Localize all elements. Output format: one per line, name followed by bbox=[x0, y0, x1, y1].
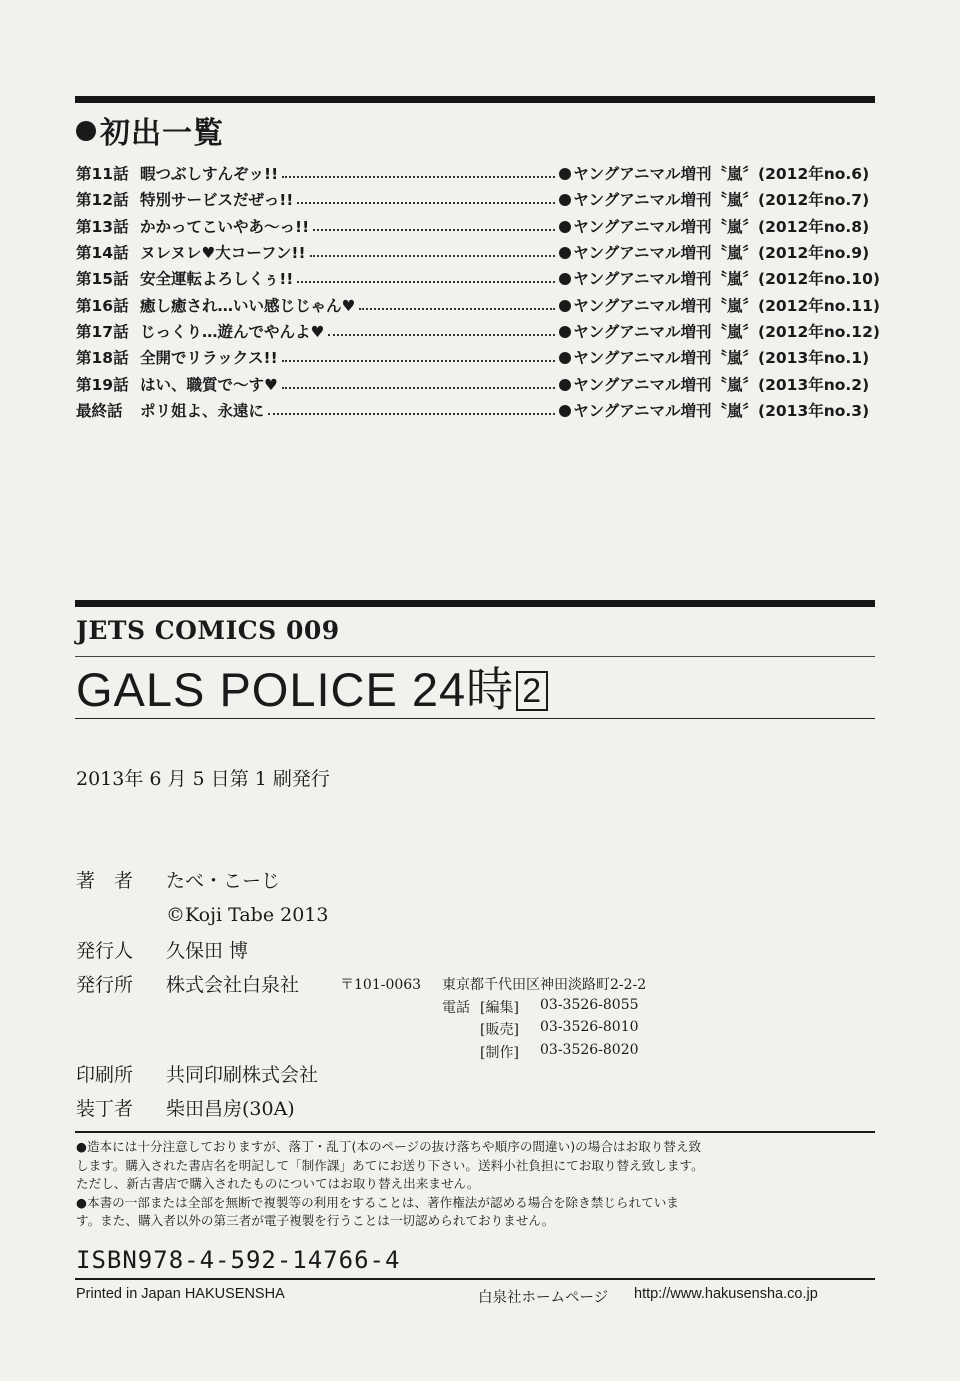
bullet-icon bbox=[559, 379, 571, 391]
magazine: ヤングアニマル増刊〝嵐〞 bbox=[559, 162, 758, 184]
episode-row bbox=[76, 265, 880, 291]
designer-label: 装丁者 bbox=[76, 1098, 134, 1120]
magazine: ヤングアニマル増刊〝嵐〞 bbox=[559, 215, 758, 237]
magazine: ヤングアニマル増刊〝嵐〞 bbox=[559, 399, 758, 421]
publisher-person-label: 発行人 bbox=[76, 940, 134, 962]
episode-number: 第15話 bbox=[76, 270, 129, 289]
episode-number: 第18話 bbox=[76, 349, 129, 368]
dot-leader bbox=[282, 168, 555, 178]
episode-row bbox=[76, 318, 880, 344]
bullet-icon bbox=[559, 194, 571, 206]
publisher-person-name: 久保田 博 bbox=[166, 940, 249, 962]
homepage-url[interactable]: http://www.hakusensha.co.jp bbox=[634, 1286, 818, 1302]
episode-row bbox=[76, 239, 876, 265]
top-rule bbox=[75, 96, 875, 103]
bullet-icon bbox=[559, 352, 571, 364]
episode-title: かかってこいやあ〜っ!! bbox=[140, 217, 310, 236]
magazine: ヤングアニマル増刊〝嵐〞 bbox=[559, 320, 758, 342]
episode-number: 最終話 bbox=[76, 401, 123, 420]
publisher-name: 株式会社白泉社 bbox=[166, 974, 300, 996]
issue: (2013年no.2) bbox=[758, 375, 870, 394]
note-line: ●造本には十分注意しておりますが、落丁・乱丁(本のページの抜け落ちや順序の間違い)の場合はお取り替え致 bbox=[76, 1139, 702, 1154]
printed-in: Printed in Japan HAKUSENSHA bbox=[76, 1286, 285, 1302]
issue: (2012年no.10) bbox=[758, 270, 880, 289]
volume-box: 2 bbox=[516, 671, 548, 711]
episode-number: 第17話 bbox=[76, 322, 129, 341]
notes-block bbox=[76, 1138, 876, 1231]
phone-number: 03-3526-8020 bbox=[540, 1042, 639, 1058]
dot-leader bbox=[282, 352, 556, 362]
copyright: ©Koji Tabe 2013 bbox=[166, 904, 329, 926]
episode-number: 第11話 bbox=[76, 165, 129, 184]
address: 東京都千代田区神田淡路町2-2-2 bbox=[442, 977, 647, 993]
dot-leader bbox=[268, 405, 555, 415]
episode-title: ポリ姐よ、永遠に bbox=[140, 401, 265, 420]
episode-row bbox=[76, 213, 876, 239]
issue: (2012年no.12) bbox=[758, 322, 880, 341]
episode-title: じっくり…遊んでやんよ♥ bbox=[140, 322, 325, 341]
series-rule bbox=[75, 656, 875, 657]
note-line: す。また、購入者以外の第三者が電子複製を行うことは一切認められておりません。 bbox=[76, 1213, 555, 1228]
issue: (2013年no.1) bbox=[758, 349, 870, 368]
series-name: JETS COMICS 009 bbox=[76, 616, 340, 645]
dot-leader bbox=[359, 300, 555, 310]
bullet-icon bbox=[559, 273, 571, 285]
note-line: します。購入された書店名を明記して「制作課」あてにお送り下さい。送料小社負担にてお取り替え致します。 bbox=[76, 1157, 704, 1173]
episode-title: 安全運転よろしくぅ!! bbox=[140, 270, 294, 289]
issue: (2012年no.6) bbox=[758, 165, 870, 184]
dot-leader bbox=[297, 273, 555, 283]
episode-title: はい、職質で〜す♥ bbox=[140, 375, 278, 394]
dot-leader bbox=[328, 326, 555, 336]
title-rule bbox=[75, 718, 875, 719]
note-line: ●本書の一部または全部を無断で複製等の利用をすることは、著作権法が認める場合を除き禁じられていま bbox=[76, 1194, 679, 1210]
designer-name: 柴田昌房(30A) bbox=[166, 1098, 295, 1120]
episode-row bbox=[76, 291, 880, 317]
bullet-icon bbox=[559, 326, 571, 338]
magazine: ヤングアニマル増刊〝嵐〞 bbox=[559, 267, 758, 289]
episode-row bbox=[76, 370, 876, 396]
first-appearance-heading: 初出一覧 bbox=[76, 108, 224, 152]
isbn: ISBN978-4-592-14766-4 bbox=[76, 1246, 401, 1274]
phone-dept: [販売] bbox=[480, 1022, 519, 1038]
printer-name: 共同印刷株式会社 bbox=[166, 1064, 319, 1086]
author-label: 著 者 bbox=[76, 870, 134, 892]
book-title: GALS POLICE 24時 2 bbox=[76, 666, 548, 713]
bullet-icon bbox=[559, 405, 571, 417]
magazine: ヤングアニマル増刊〝嵐〞 bbox=[559, 294, 758, 316]
phone-dept: [編集] bbox=[480, 1000, 519, 1016]
notes-rule bbox=[75, 1131, 875, 1133]
note-line: ただし、新古書店で購入されたものについてはお取り替え出来ません。 bbox=[76, 1176, 480, 1191]
episode-number: 第13話 bbox=[76, 217, 129, 236]
episode-title: ヌレヌレ♥大コーフン!! bbox=[140, 244, 306, 263]
homepage-label: 白泉社ホームページ bbox=[478, 1290, 609, 1306]
phone-dept: [制作] bbox=[480, 1045, 519, 1061]
episode-title: 特別サービスだぜっ!! bbox=[140, 191, 294, 210]
issue: (2013年no.3) bbox=[758, 401, 870, 420]
issue: (2012年no.9) bbox=[758, 244, 870, 263]
episode-number: 第19話 bbox=[76, 375, 129, 394]
magazine: ヤングアニマル増刊〝嵐〞 bbox=[559, 188, 758, 210]
publication-date: 2013年 6 月 5 日第 1 刷発行 bbox=[76, 768, 330, 790]
episode-number: 第14話 bbox=[76, 244, 129, 263]
episode-title: 暇つぶしすんぞッ!! bbox=[140, 165, 279, 184]
isbn-rule bbox=[75, 1278, 875, 1280]
middle-rule bbox=[75, 600, 875, 607]
magazine: ヤングアニマル増刊〝嵐〞 bbox=[559, 373, 758, 395]
dot-leader bbox=[282, 379, 555, 389]
bullet-icon bbox=[559, 221, 571, 233]
issue: (2012年no.8) bbox=[758, 217, 870, 236]
episode-row bbox=[76, 186, 876, 212]
author-name: たべ・こーじ bbox=[166, 870, 281, 892]
bullet-icon bbox=[559, 168, 571, 180]
episode-title: 癒し癒され…いい感じじゃん♥ bbox=[140, 296, 356, 315]
episode-number: 第16話 bbox=[76, 296, 129, 315]
phone-label: 電話 bbox=[442, 1000, 470, 1016]
bullet-icon bbox=[559, 300, 571, 312]
bullet-icon bbox=[559, 247, 571, 259]
issue: (2012年no.11) bbox=[758, 296, 880, 315]
issue: (2012年no.7) bbox=[758, 191, 870, 210]
dot-leader bbox=[310, 247, 556, 257]
phone-number: 03-3526-8055 bbox=[540, 997, 639, 1013]
dot-leader bbox=[313, 221, 555, 231]
magazine: ヤングアニマル増刊〝嵐〞 bbox=[559, 346, 758, 368]
phone-number: 03-3526-8010 bbox=[540, 1019, 639, 1035]
episode-title: 全開でリラックス!! bbox=[140, 349, 278, 368]
episode-row bbox=[76, 344, 876, 370]
first-appearance-list bbox=[76, 160, 880, 423]
printer-label: 印刷所 bbox=[76, 1064, 134, 1086]
dot-leader bbox=[297, 194, 555, 204]
magazine: ヤングアニマル増刊〝嵐〞 bbox=[559, 241, 758, 263]
episode-row bbox=[76, 397, 876, 423]
publisher-label: 発行所 bbox=[76, 974, 134, 996]
bullet-icon bbox=[76, 121, 96, 141]
episode-row bbox=[76, 160, 876, 186]
postal-code: 〒101-0063 bbox=[340, 977, 422, 993]
episode-number: 第12話 bbox=[76, 191, 129, 210]
